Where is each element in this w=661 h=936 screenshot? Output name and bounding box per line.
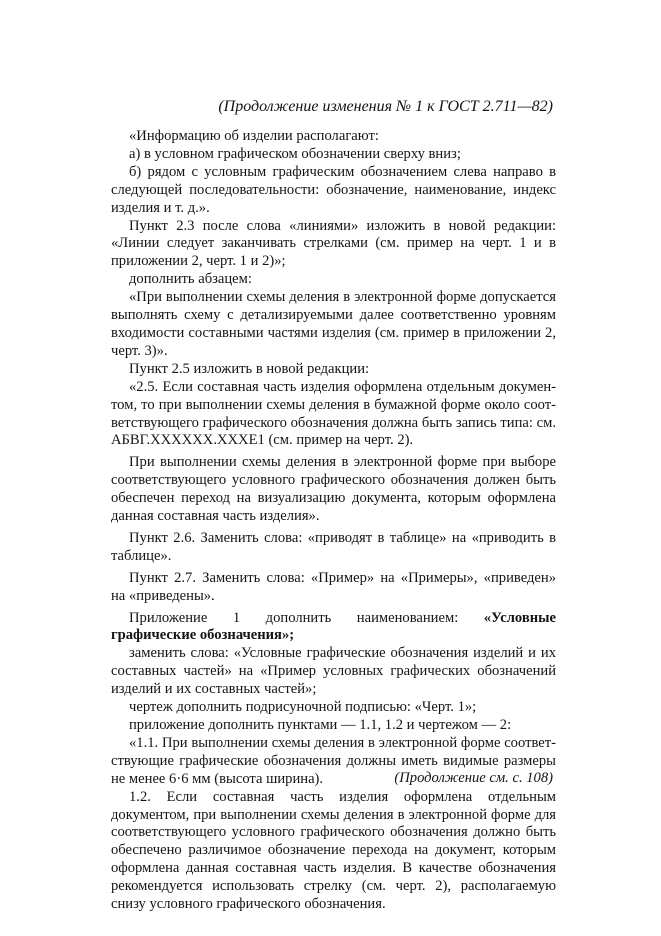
continuation-header: (Продолжение изменения № 1 к ГОСТ 2.711—82) [218, 98, 553, 115]
paragraph-appendix-title [111, 610, 556, 646]
paragraph: «Информацию об изделии располагают: [129, 128, 379, 144]
document-body [111, 128, 556, 914]
paragraph: Пункт 2.5 изложить в новой редакции: [129, 360, 370, 377]
paragraph: При выполнении схемы деления в электронной форме при выборе соответствующего условного графического обозначения должен быть обеспечен переход на визуализацию документа, которым оформлена данная составная часть изделия». [111, 454, 556, 525]
paragraph-lead: Приложение 1 дополнить наименованием: [129, 609, 484, 626]
paragraph: Пункт 2.3 после слова «линиями» изложить в новой редакции: «Линии следует заканчивать стрелками (см. пример на черт. 1 и в приложении 2, черт. 1 и 2)»; [111, 217, 556, 270]
paragraph: а) в условном графическом обозначении сверху вниз; [129, 145, 461, 162]
paragraph: «При выполнении схемы деления в электронной форме допускается выполнять схему с детализируемыми далее соответственно уровням входимости составными частями изделия (см. пример в приложении 2, черт. 3)». [111, 289, 556, 359]
continuation-footer: (Продолжение см. с. 108) [394, 770, 553, 786]
paragraph: чертеж дополнить подрисуночной подписью: «Черт. 1»; [129, 699, 477, 716]
paragraph: Пункт 2.6. Заменить слова: «приводят в таблице» на «приводить в таблице». [111, 529, 556, 564]
paragraph: «2.5. Если составная часть изделия оформлена отдельным документом, то при выполнении схемы деления в бумажной форме около соответствующего графического обозначения должна быть запись типа: см. АБВГ.XXXXXX.XXXE1 (см. пример на черт. 2). [111, 378, 556, 449]
appendix-title-bold: «Условные графические обозначения»; [111, 609, 556, 644]
paragraph: заменить слова: «Условные графические обозначения изделий и их составных частей» на «Пример условных графических обозначений изделий и их составных частей»; [111, 645, 556, 698]
paragraph: «1.1. При выполнении схемы деления в электронной форме соответствующие графические обозначения должны иметь видимые размеры не менее 6·6 мм (высота ширина). [111, 734, 556, 787]
paragraph: Пункт 2.7. Заменить слова: «Пример» на «Примеры», «приведен» на «приведены». [111, 569, 556, 604]
paragraph: 1.2. Если составная часть изделия оформлена отдельным документом, при выполнении схемы деления в электронной форме для соответствующего условного графического обозначения должно быть обеспечено различимое обозначение перехода на документ, которым оформлена данная составная часть изделия. В качестве обозначения рекомендуется использовать стрелку (см. черт. 2), располагаемую снизу условного графического обозначения. [111, 788, 556, 913]
paragraph: дополнить абзацем: [129, 271, 252, 288]
paragraph: б) рядом с условным графическим обозначением слева направо в следующей последовательности: обозначение, наименование, индекс изделия и т. д.». [111, 163, 556, 216]
paragraph: приложение дополнить пунктами — 1.1, 1.2 и чертежом — 2: [129, 717, 512, 733]
